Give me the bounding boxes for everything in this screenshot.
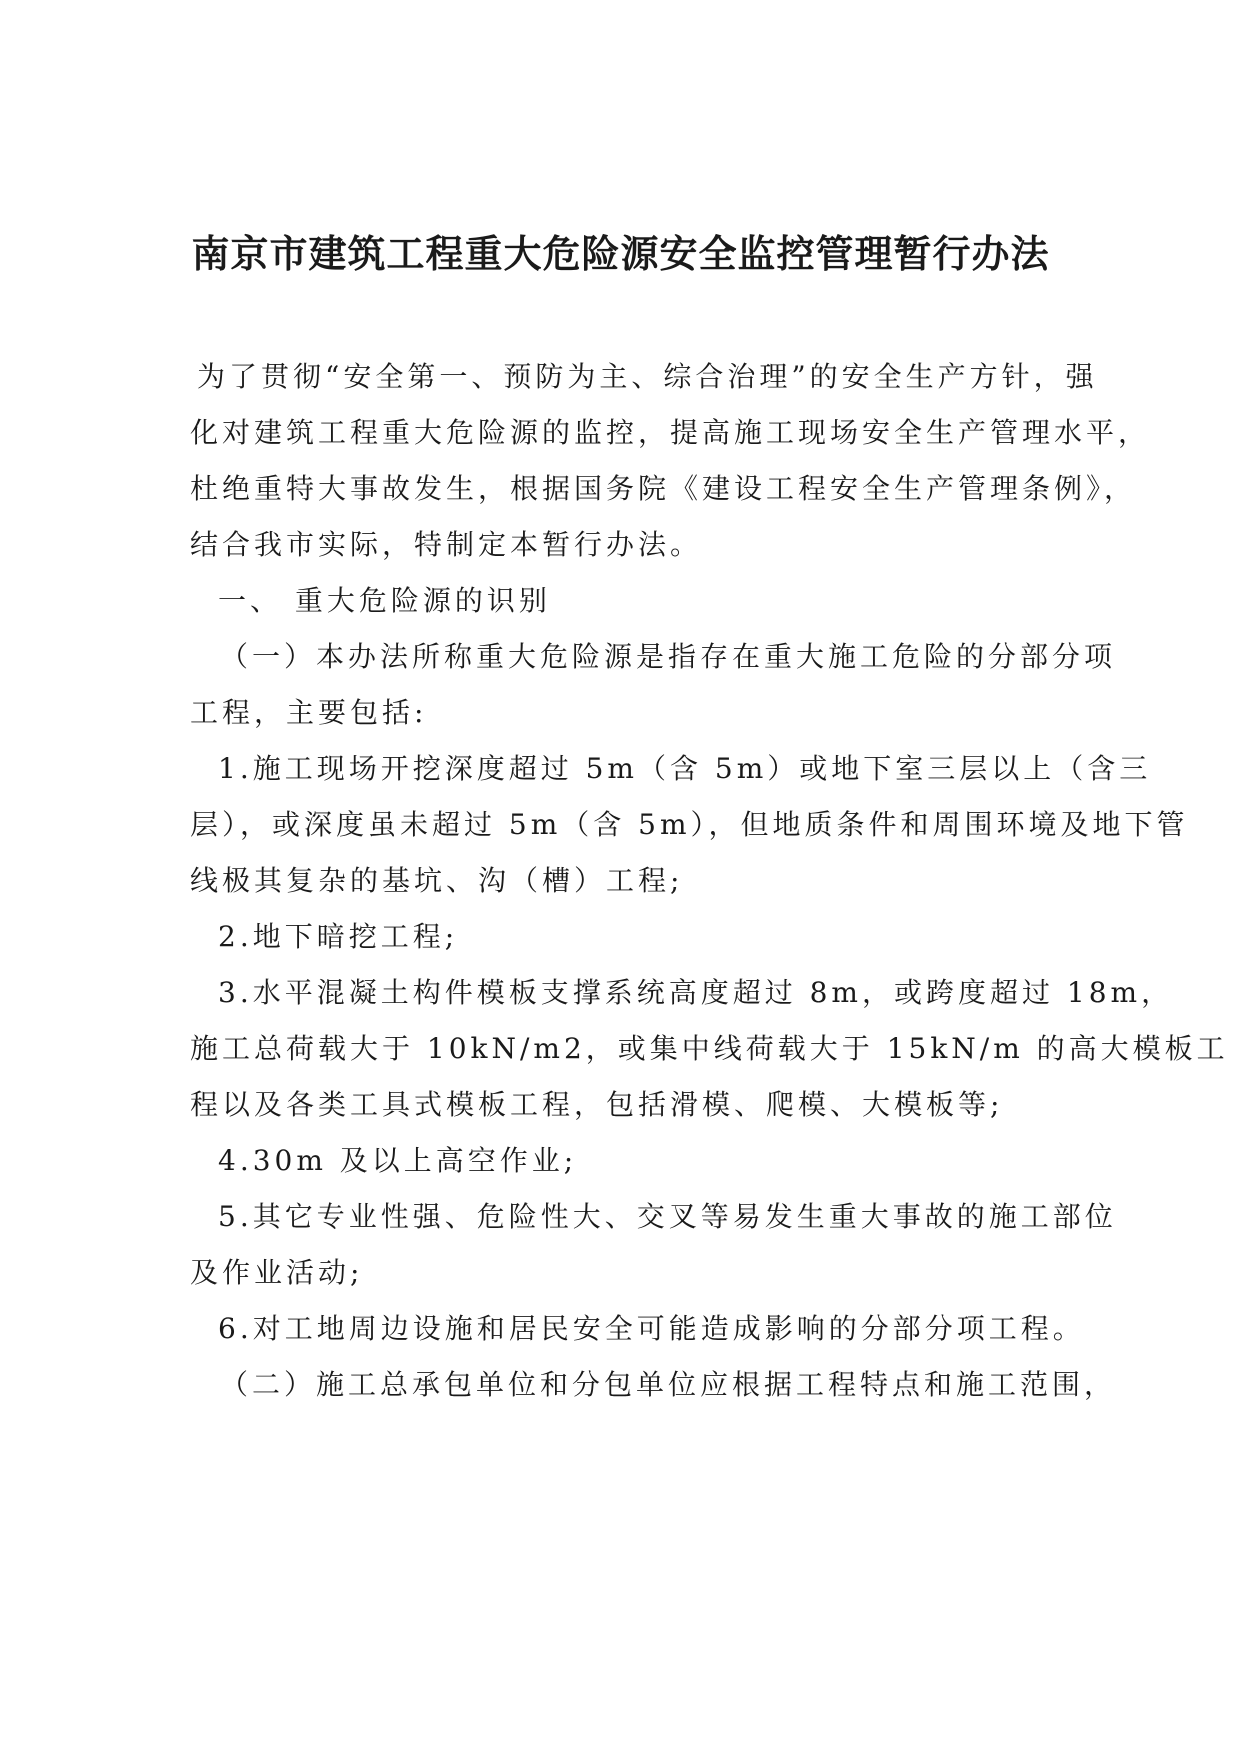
list-item-line: 2.地下暗挖工程; bbox=[218, 920, 459, 953]
paragraph-line: （一）本办法所称重大危险源是指存在重大施工危险的分部分项 bbox=[220, 640, 1117, 673]
paragraph-line: （二）施工总承包单位和分包单位应根据工程特点和施工范围， bbox=[220, 1368, 1117, 1401]
list-item-line: 1.施工现场开挖深度超过 5m（含 5m）或地下室三层以上（含三 bbox=[218, 752, 1152, 785]
paragraph-line: 工程，主要包括: bbox=[190, 696, 428, 729]
section-heading: 一、 重大危险源的识别 bbox=[218, 584, 551, 617]
list-item-line: 3.水平混凝土构件模板支撑系统高度超过 8m，或跨度超过 18m， bbox=[218, 976, 1174, 1009]
list-item-line: 程以及各类工具式模板工程，包括滑模、爬模、大模板等; bbox=[190, 1088, 1004, 1121]
paragraph-line: 为了贯彻“安全第一、预防为主、综合治理”的安全生产方针，强 bbox=[197, 360, 1098, 393]
paragraph-line: 结合我市实际，特制定本暂行办法。 bbox=[190, 528, 703, 561]
paragraph-line: 化对建筑工程重大危险源的监控，提高施工现场安全生产管理水平， bbox=[190, 416, 1151, 449]
list-item-line: 及作业活动; bbox=[190, 1256, 364, 1289]
list-item-line: 4.30m 及以上高空作业; bbox=[218, 1144, 578, 1177]
list-item-line: 施工总荷载大于 10kN/m2，或集中线荷载大于 15kN/m 的高大模板工 bbox=[190, 1032, 1229, 1065]
list-item-line: 线极其复杂的基坑、沟（槽）工程; bbox=[190, 864, 684, 897]
document-title: 南京市建筑工程重大危险源安全监控管理暂行办法 bbox=[191, 231, 1050, 276]
paragraph-line: 杜绝重特大事故发生，根据国务院《建设工程安全生产管理条例》， bbox=[190, 472, 1137, 505]
list-item-line: 6.对工地周边设施和居民安全可能造成影响的分部分项工程。 bbox=[218, 1312, 1085, 1345]
list-item-line: 5.其它专业性强、危险性大、交叉等易发生重大事故的施工部位 bbox=[218, 1200, 1117, 1233]
list-item-line: 层），或深度虽未超过 5m（含 5m），但地质条件和周围环境及地下管 bbox=[190, 808, 1189, 841]
